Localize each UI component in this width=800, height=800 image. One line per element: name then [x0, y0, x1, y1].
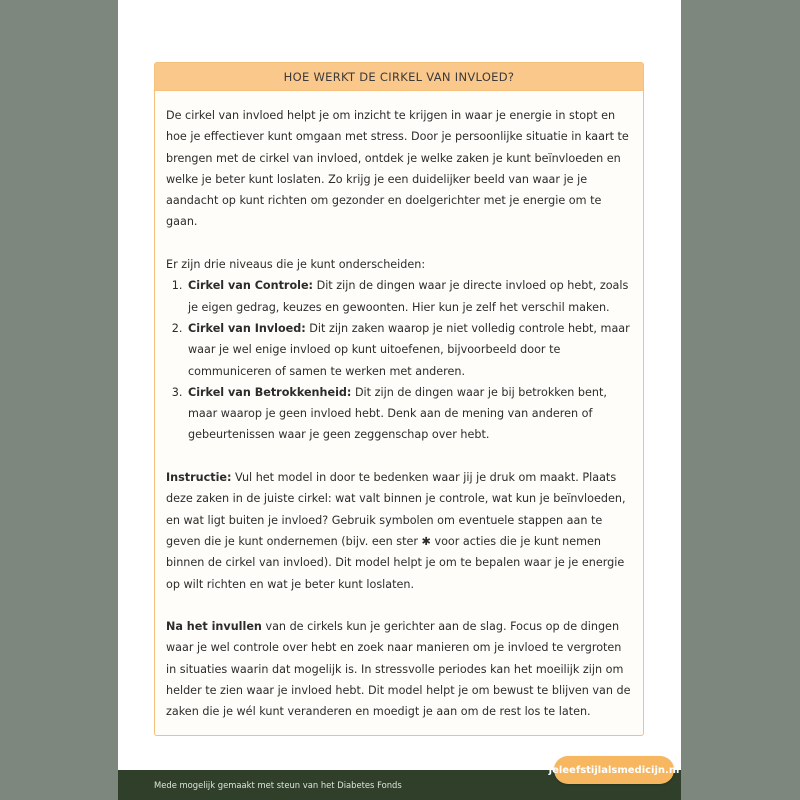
- info-box: [154, 62, 644, 736]
- after-text: van de cirkels kun je gerichter aan de slag. Focus op de dingen waar je wel controle over hebt en zoek naar manieren om je invloed te vergroten in situaties waarin dat mogelijk is. In stressvolle periodes kan het moeilijk zijn om helder te zien waar je invloed hebt. Dit model helpt je om bewust te blijven van de zaken die je wél kunt veranderen en moedigt je aan om de rest los te laten.: [166, 620, 631, 719]
- brand-label: jeleefstijlalsmedicijn.nl: [548, 764, 680, 776]
- level-term: Cirkel van Controle:: [188, 279, 314, 293]
- level-text: Dit zijn de dingen waar je bij betrokken bent, maar waarop je geen invloed hebt. Denk aan de mening van anderen of gebeurtenissen waar je geen zeggenschap over hebt.: [188, 385, 607, 442]
- level-text: Dit zijn de dingen waar je directe invloed op hebt, zoals je eigen gedrag, keuzes en gewoonten. Hier kun je zelf het verschil maken.: [188, 279, 629, 314]
- levels-list: [166, 275, 633, 445]
- box-body: [155, 91, 643, 723]
- level-term: Cirkel van Invloed:: [188, 321, 306, 335]
- level-item: [186, 318, 633, 382]
- instruction-term: Instructie:: [166, 471, 232, 485]
- level-item: [186, 382, 633, 446]
- instruction-text: Vul het model in door te bedenken waar jij je druk om maakt. Plaats deze zaken in de juiste cirkel: wat valt binnen je controle, wat kun je beïnvloeden, en wat ligt buiten je invloed? Gebruik symbolen om eventuele stappen aan te geven die je kunt ondernemen (bijv. een ster ✱ voor acties die je kunt nemen binnen de cirkel van invloed). Dit model helpt je om te bepalen waar je je energie op wilt richten en wat je beter kunt loslaten.: [166, 471, 626, 591]
- brand-badge[interactable]: [548, 756, 680, 784]
- after-paragraph: [166, 616, 633, 722]
- level-item: [186, 275, 633, 318]
- intro-paragraph: De cirkel van invloed helpt je om inzicht te krijgen in waar je energie in stopt en hoe je effectiever kunt omgaan met stress. Door je persoonlijke situatie in kaart te brengen met de cirkel van invloed, ontdek je welke zaken je kunt beïnvloeden en welke je beter kunt loslaten. Zo krijg je een duidelijker beeld van waar je je aandacht op kunt richten om gezonder en doelgerichter met je energie om te gaan.: [166, 109, 629, 229]
- level-term: Cirkel van Betrokkenheid:: [188, 385, 352, 399]
- document-page: [118, 0, 681, 800]
- after-term: Na het invullen: [166, 620, 262, 634]
- level-text: Dit zijn zaken waarop je niet volledig controle hebt, maar waar je wel enige invloed op kunt uitoefenen, bijvoorbeeld door te communiceren of samen te werken met anderen.: [188, 321, 630, 378]
- footer-text: Mede mogelijk gemaakt met steun van het Diabetes Fonds: [154, 780, 402, 790]
- levels-intro: Er zijn drie niveaus die je kunt onderscheiden:: [166, 258, 426, 272]
- instruction-paragraph: [166, 467, 633, 595]
- box-title: HOE WERKT DE CIRKEL VAN INVLOED?: [155, 63, 643, 91]
